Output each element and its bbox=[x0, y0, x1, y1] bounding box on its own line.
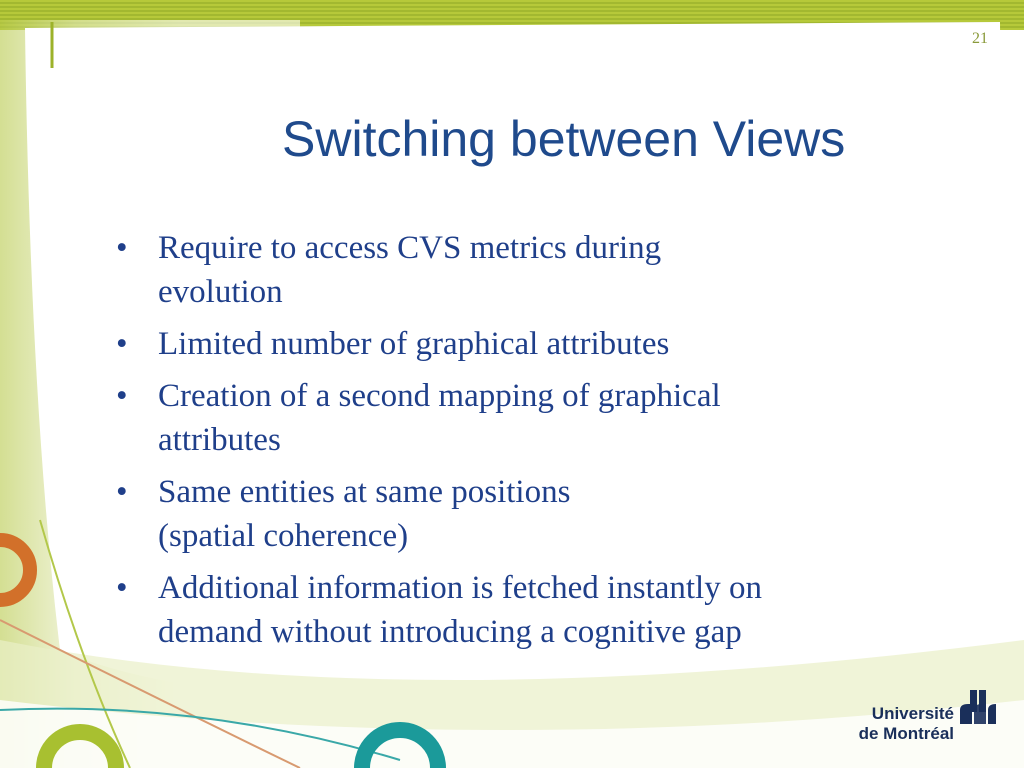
bullet-marker: • bbox=[116, 378, 128, 414]
list-item bbox=[112, 226, 912, 314]
slide-title: Switching between Views bbox=[282, 111, 846, 167]
bullet-text: Same entities at same positions (spatial coherence) bbox=[158, 474, 571, 554]
logo-line-1: Université bbox=[871, 704, 954, 723]
page-number: 21 bbox=[972, 30, 988, 47]
bullet-text: Creation of a second mapping of graphical attributes bbox=[158, 378, 721, 458]
bullet-text: Require to access CVS metrics during evolution bbox=[158, 230, 662, 310]
list-item bbox=[112, 566, 912, 654]
logo-text bbox=[858, 704, 954, 744]
bullet-text: Limited number of graphical attributes bbox=[158, 326, 670, 362]
list-item bbox=[112, 374, 912, 462]
list-item bbox=[112, 322, 912, 366]
university-logo bbox=[858, 688, 998, 748]
bullet-marker: • bbox=[116, 230, 128, 266]
list-item bbox=[112, 470, 912, 558]
logo-line-2: de Montréal bbox=[858, 724, 954, 743]
bullet-text: Additional information is fetched instantly on demand without introducing a cognitive gap bbox=[158, 570, 762, 650]
bullet-marker: • bbox=[116, 474, 128, 510]
bullet-marker: • bbox=[116, 570, 128, 606]
bullet-marker: • bbox=[116, 326, 128, 362]
bullet-list bbox=[112, 226, 912, 662]
